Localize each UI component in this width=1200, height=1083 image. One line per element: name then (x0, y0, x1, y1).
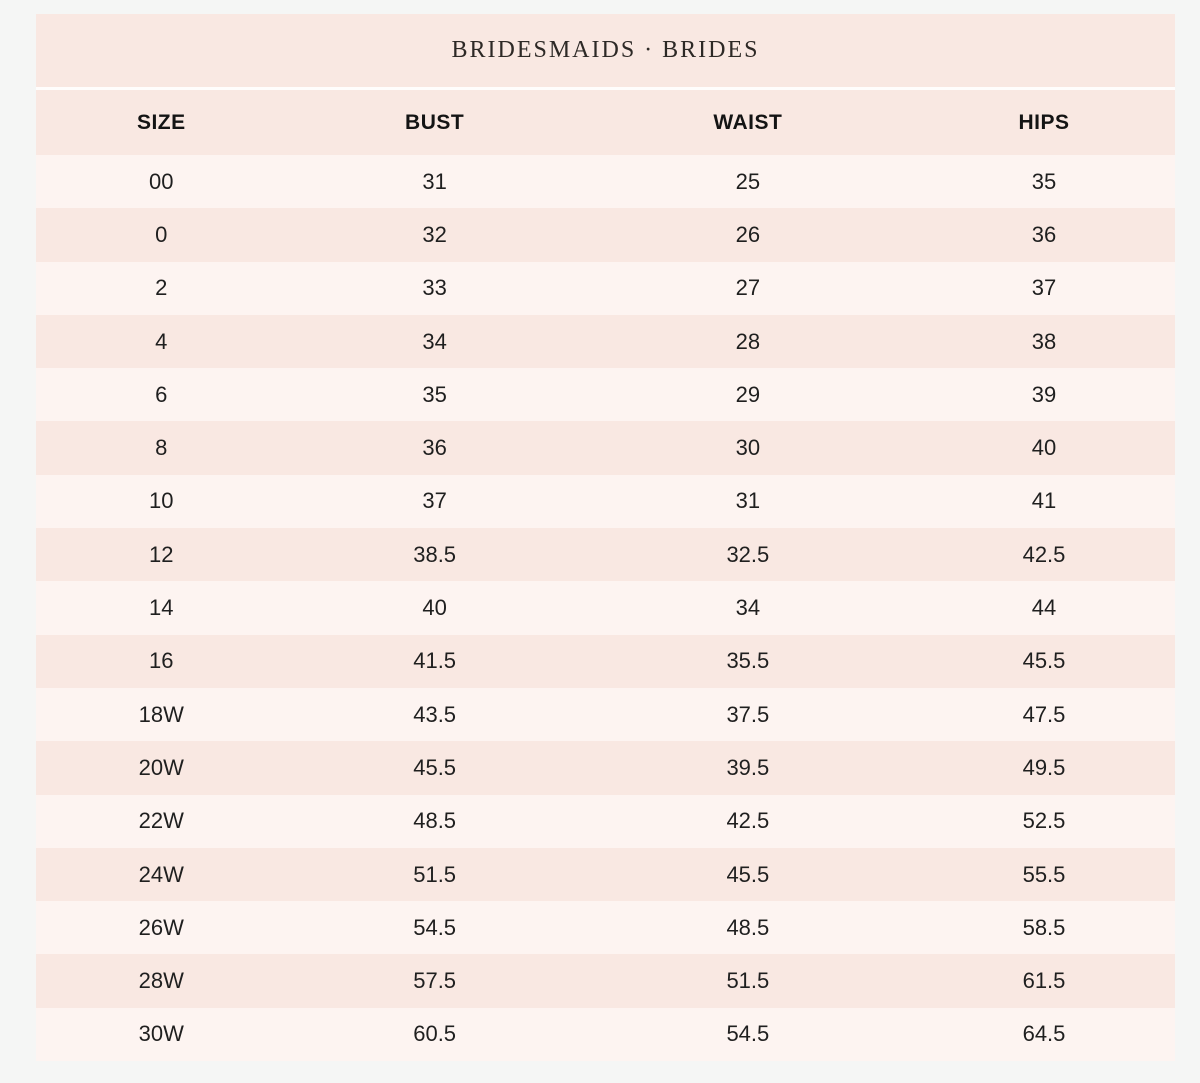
cell-size: 26W (138, 914, 184, 940)
cell-hips: 64.5 (1022, 1021, 1066, 1047)
cell-hips: 42.5 (1022, 541, 1066, 567)
cell-hips: 41 (1031, 488, 1057, 514)
table-row (36, 581, 1175, 634)
cell-size: 10 (149, 488, 174, 514)
col-header-size: SIZE (136, 110, 186, 134)
cell-bust: 35 (422, 381, 447, 407)
cell-bust: 43.5 (413, 701, 457, 727)
cell-waist: 34 (735, 595, 761, 621)
table-row (36, 635, 1175, 688)
cell-size: 8 (155, 435, 168, 461)
table-row (36, 528, 1175, 581)
cell-waist: 30 (735, 435, 761, 461)
size-chart-panel (36, 14, 1175, 1061)
cell-hips: 40 (1031, 435, 1057, 461)
cell-bust: 31 (422, 168, 447, 194)
cell-waist: 35.5 (726, 648, 770, 674)
header-row (36, 90, 1175, 155)
cell-waist: 27 (735, 275, 761, 301)
cell-size: 12 (149, 541, 174, 567)
table-row (36, 848, 1175, 901)
table-row (36, 954, 1175, 1007)
cell-bust: 45.5 (413, 754, 457, 780)
chart-title-band (36, 14, 1175, 87)
cell-waist: 32.5 (726, 541, 770, 567)
table-row (36, 421, 1175, 474)
cell-bust: 48.5 (413, 808, 457, 834)
table-row (36, 315, 1175, 368)
cell-hips: 47.5 (1022, 701, 1066, 727)
cell-waist: 54.5 (726, 1021, 770, 1047)
cell-bust: 37 (422, 488, 447, 514)
cell-hips: 45.5 (1022, 648, 1066, 674)
cell-hips: 44 (1031, 595, 1057, 621)
table-row (36, 208, 1175, 261)
cell-waist: 39.5 (726, 754, 770, 780)
cell-bust: 54.5 (413, 914, 457, 940)
cell-size: 14 (149, 595, 174, 621)
table-header (36, 90, 1175, 155)
cell-size: 24W (138, 861, 184, 887)
cell-hips: 55.5 (1022, 861, 1066, 887)
cell-hips: 38 (1031, 328, 1057, 354)
cell-waist: 45.5 (726, 861, 770, 887)
cell-hips: 37 (1031, 275, 1057, 301)
cell-waist: 29 (735, 381, 761, 407)
cell-size: 20W (138, 754, 184, 780)
cell-hips: 61.5 (1022, 968, 1066, 994)
cell-size: 0 (155, 221, 168, 247)
cell-waist: 25 (735, 168, 761, 194)
cell-waist: 37.5 (726, 701, 770, 727)
cell-bust: 40 (422, 595, 447, 621)
cell-bust: 32 (422, 221, 447, 247)
col-header-waist: WAIST (713, 110, 783, 134)
table-row (36, 262, 1175, 315)
cell-size: 30W (138, 1021, 184, 1047)
table-row (36, 741, 1175, 794)
cell-waist: 31 (735, 488, 761, 514)
table-row (36, 368, 1175, 421)
cell-waist: 48.5 (726, 914, 770, 940)
cell-bust: 51.5 (413, 861, 457, 887)
cell-waist: 51.5 (726, 968, 770, 994)
cell-size: 2 (155, 275, 168, 301)
cell-size: 18W (138, 701, 184, 727)
table-row (36, 901, 1175, 954)
table-row (36, 795, 1175, 848)
cell-size: 4 (155, 328, 168, 354)
table-row (36, 688, 1175, 741)
col-header-hips: HIPS (1018, 110, 1070, 134)
table-body (36, 155, 1175, 1061)
cell-size: 28W (138, 968, 184, 994)
table-row (36, 1008, 1175, 1061)
table-row (36, 475, 1175, 528)
cell-bust: 36 (422, 435, 447, 461)
cell-bust: 34 (422, 328, 447, 354)
cell-size: 16 (149, 648, 174, 674)
cell-waist: 28 (735, 328, 761, 354)
cell-hips: 58.5 (1022, 914, 1066, 940)
cell-hips: 49.5 (1022, 754, 1066, 780)
cell-size: 6 (155, 381, 168, 407)
chart-title: BRIDESMAIDS · BRIDES (451, 37, 760, 63)
cell-bust: 33 (422, 275, 447, 301)
cell-hips: 36 (1031, 221, 1057, 247)
cell-size: 22W (138, 808, 184, 834)
cell-bust: 38.5 (413, 541, 457, 567)
cell-bust: 57.5 (413, 968, 457, 994)
cell-bust: 41.5 (413, 648, 457, 674)
cell-bust: 60.5 (413, 1021, 457, 1047)
cell-waist: 26 (735, 221, 761, 247)
size-table (36, 90, 1175, 1061)
cell-hips: 52.5 (1022, 808, 1066, 834)
cell-hips: 39 (1031, 381, 1057, 407)
table-row (36, 155, 1175, 208)
cell-hips: 35 (1031, 168, 1057, 194)
cell-waist: 42.5 (726, 808, 770, 834)
cell-size: 00 (149, 168, 174, 194)
col-header-bust: BUST (405, 110, 465, 134)
